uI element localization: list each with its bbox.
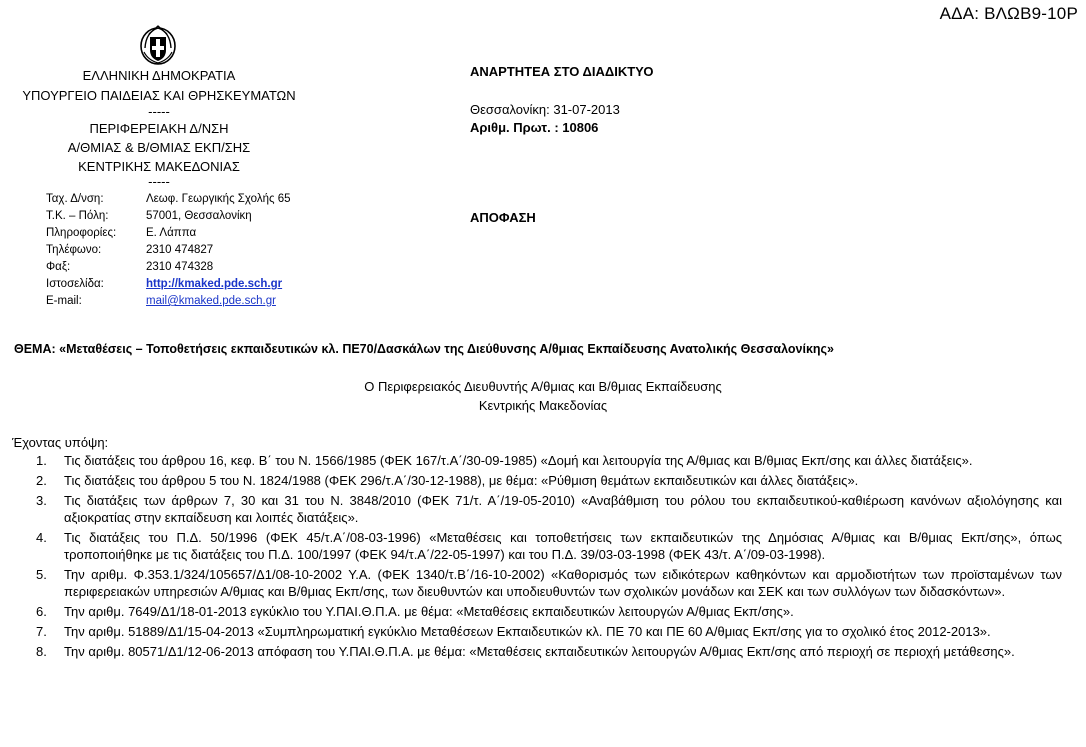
item-text: Τις διατάξεις του άρθρου 16, κεφ. Β΄ του Ν. 1566/1985 (ΦΕΚ 167/τ.Α΄/30-09-1985) «Δομή και λειτουργία της Α/θμιας και Β/θμιας Εκπ/σης και άλλες διατάξεις». — [64, 453, 973, 468]
item-number: 6. — [36, 604, 47, 619]
contact-label: Ιστοσελίδα: — [46, 278, 104, 290]
contact-label: Τηλέφωνο: — [46, 244, 102, 256]
item-text: Τις διατάξεις του άρθρου 5 του Ν. 1824/1988 (ΦΕΚ 296/τ.Α΄/30-12-1988), με θέμα: «Ρύθμιση θεμάτων εκπαιδευτικών και άλλες διατάξεις». — [64, 473, 859, 488]
considering-heading: Έχοντας υπόψη: — [12, 435, 109, 450]
subject-line: ΘΕΜΑ: «Μεταθέσεις – Τοποθετήσεις εκπαιδευτικών κλ. ΠΕ70/Δασκάλων της Διεύθυνσης Α/θμιας Εκπαίδευσης Ανατολικής Θεσσαλονίκης» — [14, 342, 835, 356]
list-item — [36, 529, 1062, 563]
header-separator: ----- — [148, 174, 170, 189]
contact-value: 2310 474827 — [146, 244, 214, 256]
contact-row — [46, 225, 291, 242]
list-item — [36, 566, 1062, 600]
contact-row — [46, 293, 291, 310]
item-number: 2. — [36, 473, 47, 488]
item-number: 4. — [36, 530, 47, 545]
list-item — [36, 472, 1062, 489]
contact-value: Ε. Λάππα — [146, 227, 197, 239]
item-text: Την αριθμ. 51889/Δ1/15-04-2013 «Συμπληρωματική εγκύκλιο Μεταθέσεων Εκπαιδευτικών κλ. ΠΕ 70 και ΠΕ 60 Α/θμιας Εκπ/σης για το σχολικό έτος 2012-2013». — [64, 624, 991, 639]
item-text: Τις διατάξεις των άρθρων 7, 30 και 31 του Ν. 3848/2010 (ΦΕΚ 71/τ. Α΄/19-05-2010) «Αναβάθμιση του ρόλου του εκπαιδευτικού-καθιέρωση κανόνων αξιολόγησης και αξιοκρατίας στην εκπαίδευση και λοιπές διατάξεις». — [64, 493, 1062, 525]
contact-row — [46, 259, 291, 276]
header-republic: ΕΛΛΗΝΙΚΗ ΔΗΜΟΚΡΑΤΙΑ — [82, 68, 236, 83]
contact-row — [46, 242, 291, 259]
contact-row — [46, 276, 291, 293]
item-text: Την αριθμ. Φ.353.1/324/105657/Δ1/08-10-2002 Υ.Α. (ΦΕΚ 1340/τ.Β΄/16-10-2002) «Καθορισμός των ειδικότερων καθηκόντων και αρμοδιοτήτων των προϊσταμένων των περιφερειακών υπηρεσιών Α/θμιας και Β/θμιας Εκπ/σης, των διευθυντών και υποδιευθυντών των σχολικών μονάδων και ΣΕΚ και των συλλόγων των διδασκόντων». — [64, 567, 1062, 599]
email-link[interactable]: mail@kmaked.pde.sch.gr — [146, 295, 276, 307]
ada-code: ΑΔΑ: ΒΛΩΒ9-10Ρ — [939, 4, 1078, 23]
header-regional-directorate: ΠΕΡΙΦΕΡΕΙΑΚΗ Δ/ΝΣΗ — [89, 121, 229, 136]
director-region: Κεντρικής Μακεδονίας — [478, 398, 608, 413]
contact-value: 57001, Θεσσαλονίκη — [146, 210, 252, 222]
list-item — [36, 492, 1062, 526]
contact-block — [46, 191, 291, 310]
list-item — [36, 623, 1062, 640]
item-number: 1. — [36, 453, 47, 468]
list-item — [36, 452, 1062, 469]
contact-label: E-mail: — [46, 295, 82, 307]
item-number: 5. — [36, 567, 47, 582]
item-text: Την αριθμ. 80571/Δ1/12-06-2013 απόφαση του Υ.ΠΑΙ.Θ.Π.Α. με θέμα: «Μεταθέσεις εκπαιδευτικών λειτουργών Α/θμιας Εκπ/σης από περιοχή σε περιοχή μετάθεσης». — [64, 644, 1015, 659]
protocol-number: Αριθμ. Πρωτ. : 10806 — [470, 120, 599, 135]
contact-row — [46, 208, 291, 225]
list-item — [36, 643, 1062, 660]
header-ministry: ΥΠΟΥΡΓΕΙΟ ΠΑΙΔΕΙΑΣ ΚΑΙ ΘΡΗΣΚΕΥΜΑΤΩΝ — [22, 88, 296, 103]
website-link[interactable]: http://kmaked.pde.sch.gr — [146, 278, 283, 290]
item-number: 7. — [36, 624, 47, 639]
header-separator: ----- — [148, 104, 170, 119]
item-text: Την αριθμ. 7649/Δ1/18-01-2013 εγκύκλιο του Υ.ΠΑΙ.Θ.Π.Α. με θέμα: «Μεταθέσεις εκπαιδευτικών λειτουργών Α/θμιας Εκπ/σης». — [64, 604, 794, 619]
contact-label: Τ.Κ. – Πόλη: — [46, 210, 109, 222]
header-region: ΚΕΝΤΡΙΚΗΣ ΜΑΚΕΔΟΝΙΑΣ — [78, 159, 240, 174]
director-title: Ο Περιφερειακός Διευθυντής Α/θμιας και Β/θμιας Εκπαίδευσης — [364, 379, 722, 394]
contact-label: Πληροφορίες: — [46, 227, 117, 239]
contact-label: Φαξ: — [46, 261, 71, 273]
header-education-levels: Α/ΘΜΙΑΣ & Β/ΘΜΙΑΣ ΕΚΠ/ΣΗΣ — [67, 140, 251, 155]
item-number: 8. — [36, 644, 47, 659]
publish-notice: ΑΝΑΡΤΗΤΕΑ ΣΤΟ ΔΙΑΔΙΚΤΥΟ — [470, 64, 654, 79]
contact-value: Λεωφ. Γεωργικής Σχολής 65 — [146, 193, 291, 205]
item-number: 3. — [36, 493, 47, 508]
greek-emblem-icon — [138, 22, 178, 66]
contact-label: Ταχ. Δ/νση: — [46, 193, 104, 205]
contact-row — [46, 191, 291, 208]
item-text: Τις διατάξεις του Π.Δ. 50/1996 (ΦΕΚ 45/τ.Α΄/08-03-1996) «Μεταθέσεις και τοποθετήσεις των εκπαιδευτικών της Δημόσιας Α/θμιας και Β/θμιας Εκπ/σης», όπως τροποποιήθηκε με τις διατάξεις του Π.Δ. 100/1997 (ΦΕΚ 94/τ.Α΄/22-05-1997) και του Π.Δ. 39/03-03-1998 (ΦΕΚ 43/τ. Α΄/09-03-1998). — [64, 530, 1062, 562]
decision-title: ΑΠΟΦΑΣΗ — [470, 210, 536, 225]
contact-value: 2310 474328 — [146, 261, 214, 273]
considerations-list — [36, 452, 1062, 660]
document-date: Θεσσαλονίκη: 31-07-2013 — [470, 102, 620, 117]
list-item — [36, 603, 1062, 620]
